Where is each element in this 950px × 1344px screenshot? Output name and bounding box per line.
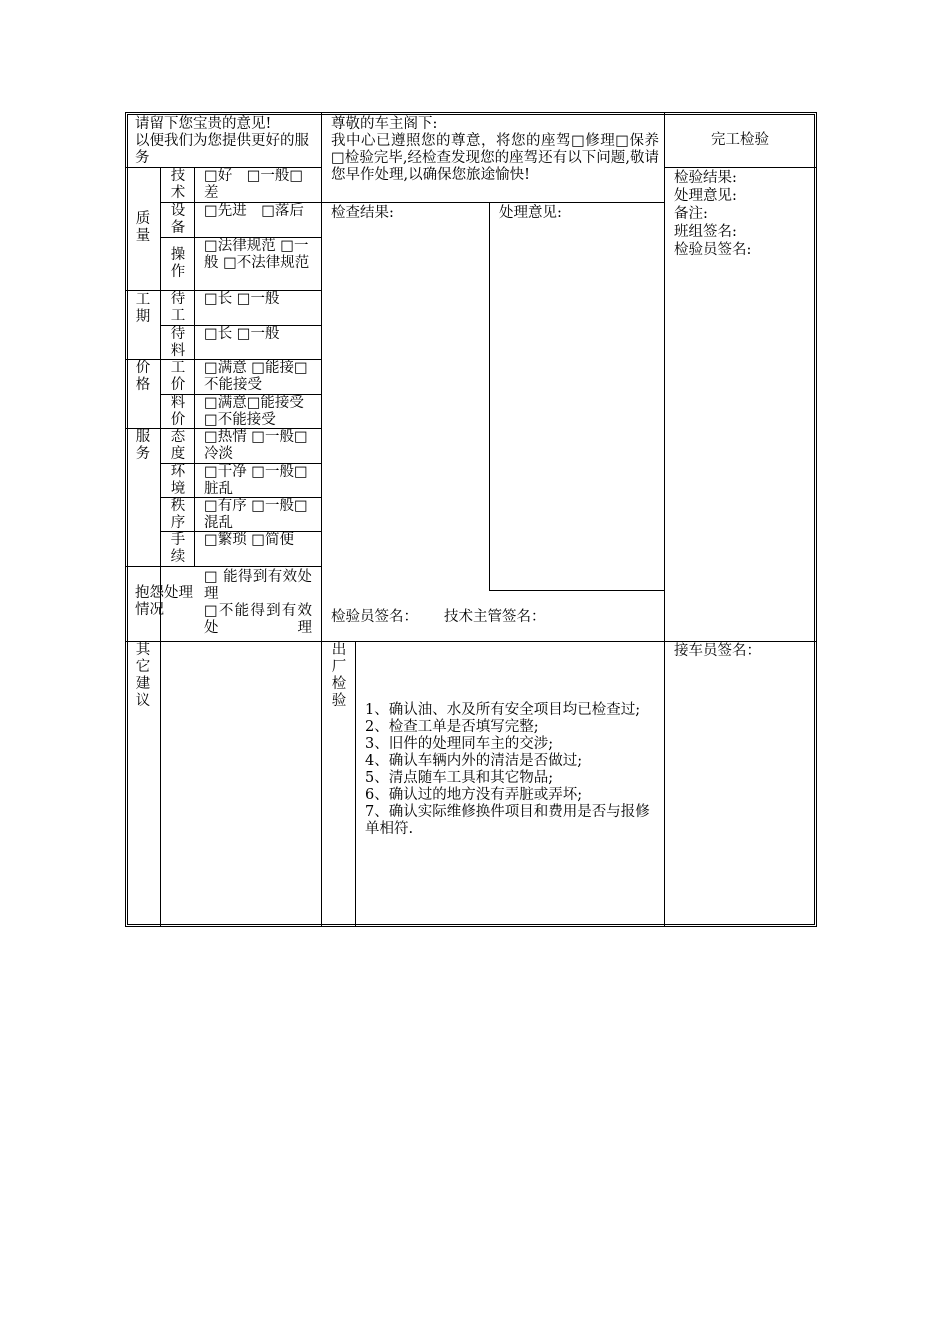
exit-check-label: 出厂检验 (331, 642, 347, 709)
row-label-environment: 环境 (170, 464, 186, 497)
check-result-label: 检查结果: (331, 205, 394, 221)
completion-field-inspector-sign: 检验员签名: (674, 242, 752, 258)
row-label-procedure: 手续 (170, 532, 186, 565)
row-label-parts-price: 料价 (170, 395, 186, 428)
divider (321, 113, 322, 926)
divider (194, 167, 195, 566)
list-item: 5、清点随车工具和其它物品; (365, 770, 554, 786)
option-attitude: □热情 □一般□冷淡 (204, 429, 308, 462)
option-labor-price: □满意 □能接□不能接受 (204, 360, 308, 393)
option-environment: □干净 □一般□脏乱 (204, 464, 308, 497)
list-item: 2、检查工单是否填写完整; (365, 719, 539, 735)
option-technique: □好 □一般□差 (204, 168, 304, 201)
list-item: 4、确认车辆内外的清洁是否做过; (365, 753, 583, 769)
divider (489, 202, 490, 590)
row-label-attitude: 态度 (170, 429, 186, 462)
option-equipment: □先进 □落后 (204, 203, 304, 219)
completion-field-result: 检验结果: (674, 170, 737, 186)
divider (664, 113, 665, 926)
complaint-option-effective: □ 能得到有效处理 (204, 569, 312, 602)
exit-check-list (365, 702, 659, 838)
tech-manager-sign-label: 技术主管签名： (444, 609, 546, 625)
notice-greeting: 尊敬的车主阁下: (331, 116, 438, 132)
feedback-heading-line2 (135, 133, 320, 167)
notice-body: 我中心已遵照您的尊意，将您的座驾□修理□保养□检验完毕,经检查发现您的座驾还有以下问题,敬请您早作处理,以确保您旅途愉快! (331, 133, 659, 183)
completion-field-remark: 备注: (674, 206, 708, 222)
divider (321, 202, 664, 203)
period-label: 工期 (135, 292, 151, 325)
row-label-operation: 操作 (170, 247, 186, 280)
row-label-labor-price: 工价 (170, 360, 186, 393)
row-label-wait-work: 待工 (170, 291, 186, 324)
row-label-wait-parts: 待料 (170, 326, 186, 359)
inspector-sign-label: 检验员签名： (331, 609, 418, 625)
completion-title: 完工检验 (711, 132, 769, 148)
divider (160, 167, 161, 926)
divider (489, 590, 664, 591)
complaint-label: 抱怨处理情况 (135, 585, 193, 618)
complaint-option-ineffective: □不能得到有效处理 (204, 603, 312, 636)
row-label-equipment: 设备 (170, 203, 186, 236)
option-operation: □法律规范 □一般 □不法律规范 (204, 238, 310, 271)
price-label: 价格 (135, 360, 151, 393)
divider (355, 641, 356, 926)
option-procedure: □繁琐 □简便 (204, 532, 295, 548)
option-parts-price: □满意□能接受□不能接受 (204, 395, 304, 428)
handling-opinion-label: 处理意见: (499, 205, 562, 221)
list-item: 3、旧件的处理同车主的交涉; (365, 736, 554, 752)
feedback-heading-line2-text: 以便我们为您提供更好的服务 (135, 133, 309, 166)
option-order: □有序 □一般□混乱 (204, 498, 308, 531)
other-suggestions-label: 其它建议 (135, 642, 151, 709)
row-label-technique: 技术 (170, 168, 186, 201)
list-item: 1、确认油、水及所有安全项目均已检查过; (365, 702, 641, 718)
quality-label: 质量 (135, 211, 151, 244)
service-label: 服务 (135, 429, 151, 462)
completion-field-team-sign: 班组签名: (674, 224, 737, 240)
receiver-sign-label: 接车员签名： (674, 643, 761, 659)
list-item: 7、确认实际维修换件项目和费用是否与报修单相符. (365, 804, 650, 837)
feedback-heading-line1: 请留下您宝贵的意见! (135, 116, 272, 132)
divider (126, 641, 816, 642)
divider (126, 566, 321, 567)
option-wait-work: □长 □一般 (204, 291, 280, 307)
service-feedback-form (125, 112, 817, 927)
row-label-order: 秩序 (170, 498, 186, 531)
divider (664, 167, 816, 168)
list-item: 6、确认过的地方没有弄脏或弄坏; (365, 787, 583, 803)
completion-field-opinion: 处理意见: (674, 188, 737, 204)
option-wait-parts: □长 □一般 (204, 326, 280, 342)
